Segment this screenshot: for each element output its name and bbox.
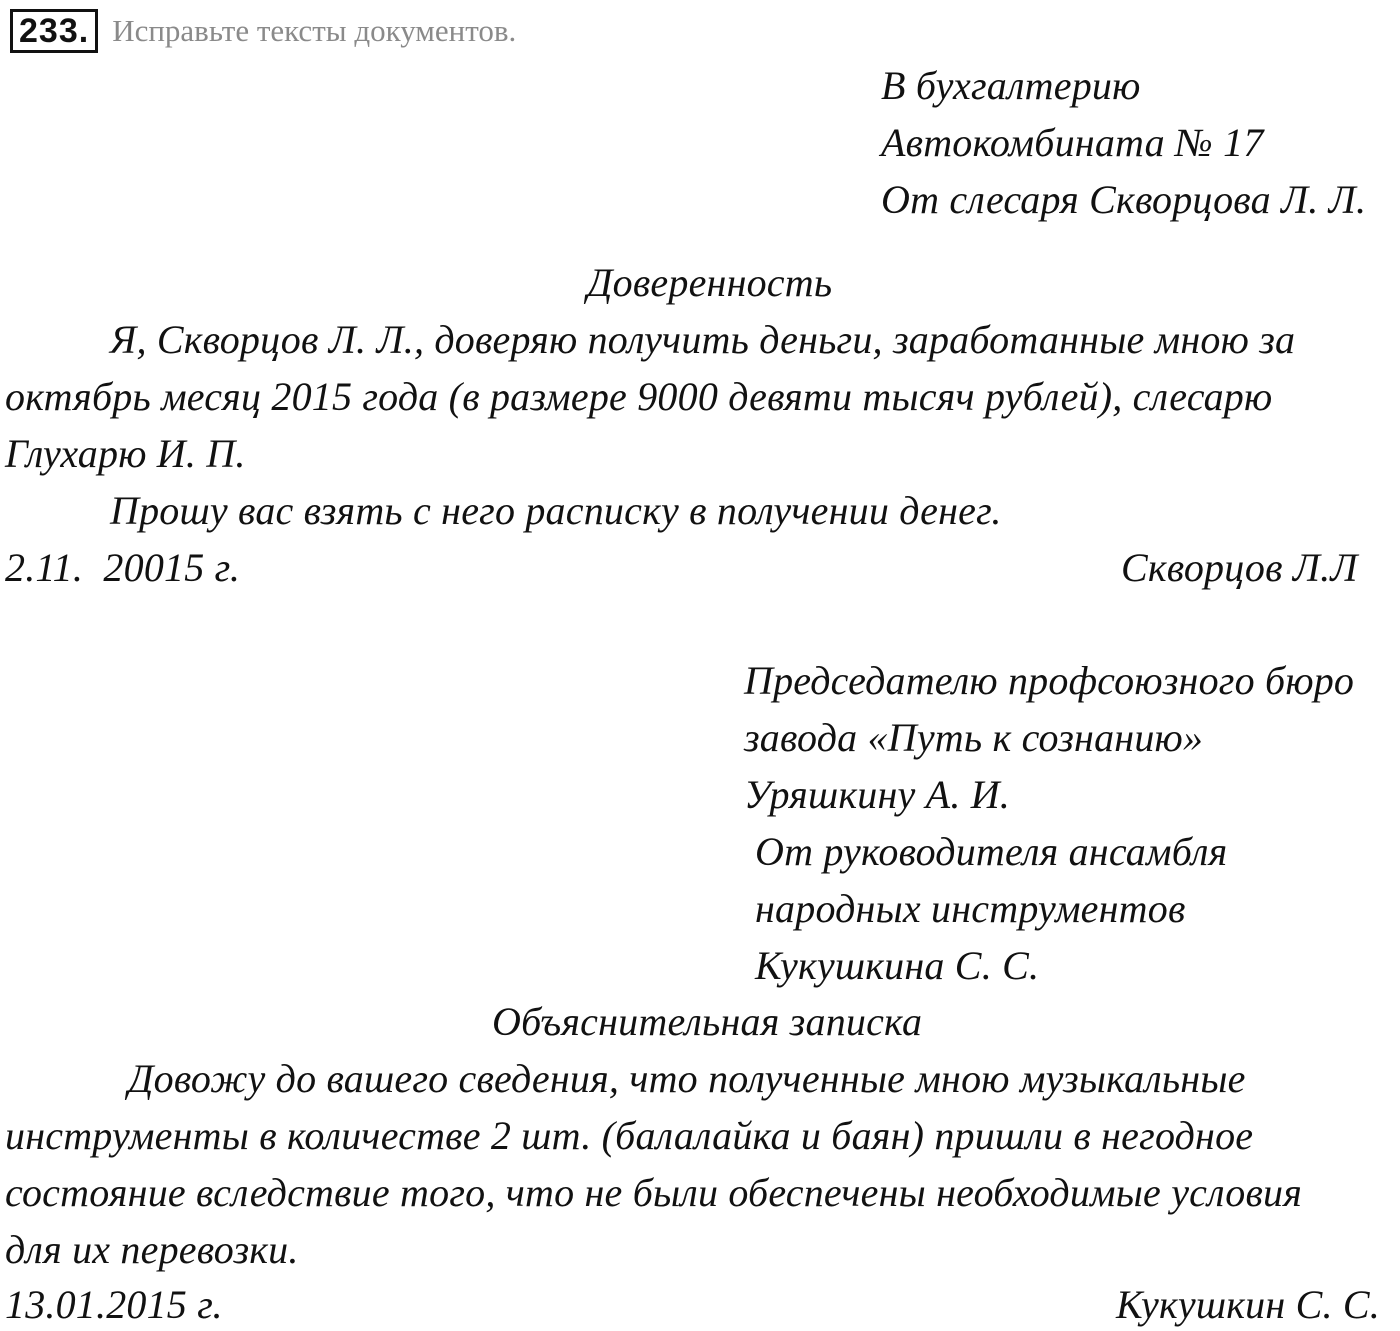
body-line: инструменты в количестве 2 шт. (балалайка и баян) пришли в негодное	[5, 1113, 1254, 1158]
document-title: Доверенность	[587, 260, 833, 305]
addressee-line: Председателю профсоюзного бюро	[744, 658, 1355, 703]
addressee-line: завода «Путь к сознанию»	[744, 715, 1204, 760]
body-line: Довожу до вашего сведения, что полученные мною музыкальные	[128, 1056, 1246, 1101]
document-date: 2.11. 20015 г.	[5, 545, 241, 590]
addressee-line: Автокомбината № 17	[881, 120, 1264, 165]
body-line: Глухарю И. П.	[5, 431, 246, 476]
document-signature: Кукушкин С. С.	[1116, 1282, 1380, 1327]
exercise-number: 233.	[10, 9, 98, 53]
addressee-line: В бухгалтерию	[881, 63, 1141, 108]
addressee-line: От руководителя ансамбля	[755, 829, 1228, 874]
body-line: состояние вследствие того, что не были обеспечены необходимые условия	[5, 1170, 1303, 1215]
body-line: октябрь месяц 2015 года (в размере 9000 девяти тысяч рублей), слесарю	[5, 374, 1273, 419]
body-line: для их перевозки.	[5, 1227, 299, 1272]
addressee-line: Уряшкину А. И.	[744, 772, 1011, 817]
document-date: 13.01.2015 г.	[5, 1282, 223, 1327]
exercise-header	[10, 8, 516, 54]
addressee-line: От слесаря Скворцова Л. Л.	[881, 177, 1367, 222]
document-signature: Скворцов Л.Л	[1121, 545, 1358, 590]
exercise-instruction: Исправьте тексты документов.	[112, 13, 517, 48]
body-line: Я, Скворцов Л. Л., доверяю получить деньги, заработанные мною за	[110, 317, 1296, 362]
addressee-line: Кукушкина С. С.	[755, 943, 1040, 988]
document-title: Объяснительная записка	[492, 999, 923, 1044]
body-line: Прошу вас взять с него расписку в получении денег.	[110, 488, 1002, 533]
addressee-line: народных инструментов	[755, 886, 1186, 931]
